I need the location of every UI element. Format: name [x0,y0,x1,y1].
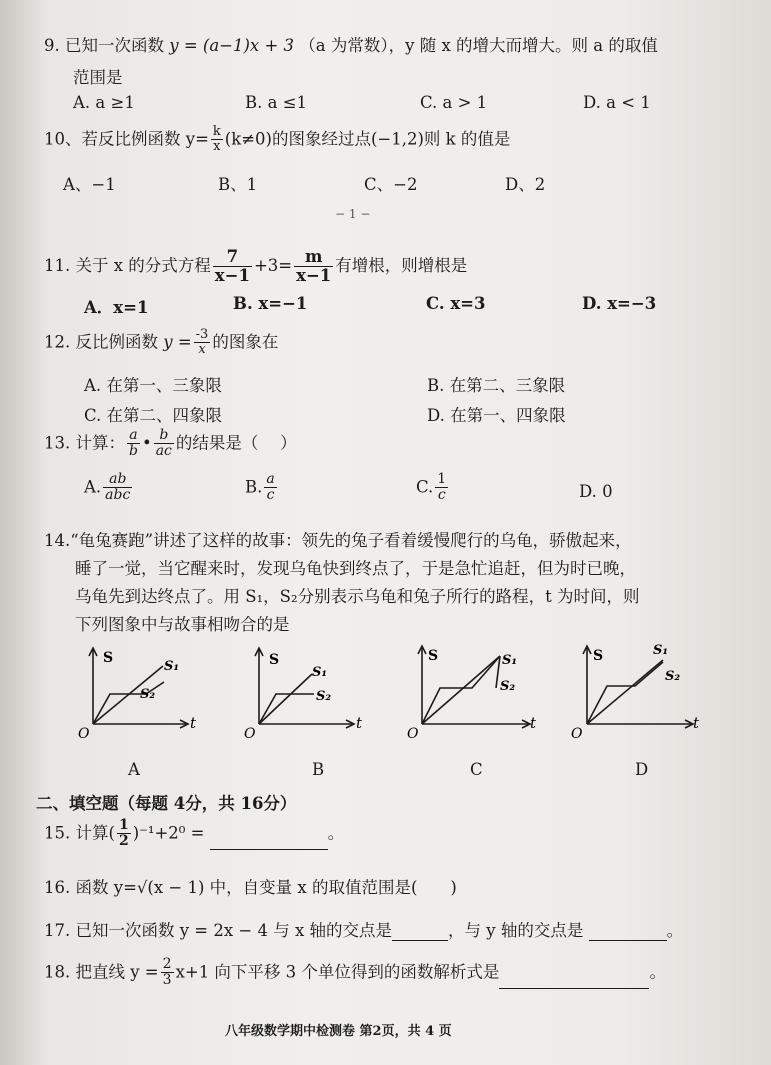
q13-frac1-den: b [129,443,138,460]
q12-y: y = [163,332,192,352]
q18-text-b: x+1 向下平移 3 个单位得到的函数解析式是 [175,962,500,982]
q10-frac-num: k [212,124,221,139]
q11-frac1-num: 7 [213,248,252,267]
q18-fraction [161,957,174,989]
graph-a-caption: A [128,760,140,779]
q15-number: 15. [44,823,71,843]
q18-line [44,957,666,989]
q9-line1 [44,32,658,56]
q12-option-a: A. 在第一、三象限 [84,376,222,395]
q10-number: 10、 [44,129,82,149]
q14-number: 14. [44,531,71,550]
q11-option-b: B. x=−1 [233,294,308,313]
q10-option-d: D、2 [505,175,546,194]
q12-number: 12. [44,332,71,352]
graph-d-o-label: O [571,726,583,740]
q18-text-a: 把直线 y = [75,962,159,982]
q12-option-b: B. 在第二、三象限 [427,376,566,395]
graph-b-o-label: O [244,726,256,742]
q10-fraction [211,125,223,155]
q13-optB-den: c [266,487,275,504]
q10-option-b: B、1 [218,175,258,194]
q10-option-c: C、−2 [364,175,418,194]
graph-b [234,642,364,742]
graph-c-caption: C [470,760,483,779]
q13-fraction-1 [127,428,140,460]
section-2-heading: 二、填空题（每题 4分，共 16分） [36,794,297,813]
q13-option-d: D. 0 [579,482,613,501]
graph-b-s-label: S [269,652,280,668]
q15-answer-blank[interactable] [210,833,328,850]
q15-frac-num: 1 [118,817,129,833]
q13-optC-label: C. [416,477,434,497]
graph-c-s1-label: S₁ [502,653,518,668]
graph-a-s2-label: S₂ [140,687,156,702]
q17-text-a: 已知一次函数 y = 2x − 4 与 x 轴的交点是 [75,921,393,940]
q17-answer-blank-2[interactable] [589,924,667,941]
q13-number: 13. [44,433,71,453]
graph-d-s1-line [587,660,663,724]
q14-text-1: “龟兔赛跑”讲述了这样的故事：领先的兔子看着缓慢爬行的乌龟，骄傲起来， [70,531,632,550]
graph-c-s2-label: S₂ [500,679,516,694]
page-marker: − 1 − [335,207,371,221]
q13-optA-num: ab [103,472,132,488]
q16-line [44,874,457,898]
q10-text-b: (k≠0)的图象经过点(−1,2)则 k 的值是 [224,129,511,149]
q17-answer-blank-1[interactable] [392,924,448,941]
q13-optA-den: abc [105,487,131,504]
q12-fraction [194,328,211,358]
q11-fraction-2 [294,248,333,285]
q10-text-a: 若反比例函数 y= [81,129,209,149]
q13-optA-fraction [103,472,132,504]
graph-b-s1-label: S₁ [312,665,328,680]
q15-end: 。 [327,823,345,843]
q15-fraction [117,818,131,850]
q15-line [44,818,344,850]
q11-number: 11. [44,256,71,276]
q17-number: 17. [44,921,71,940]
q13-text-b: 的结果是（ ） [175,433,297,453]
q18-number: 18. [44,962,71,982]
q9-option-a: A. a ≥1 [73,93,135,112]
q11-line [44,248,467,285]
graph-c-s-label: S [428,648,439,664]
q11-plus: +3= [253,256,293,276]
q9-text: 已知一次函数 [65,36,164,55]
q12-option-c: C. 在第二、四象限 [84,406,223,425]
graph-a-t-label: t [190,714,197,732]
q13-optC-den: c [437,487,446,504]
q11-frac2-den: x−1 [296,266,332,286]
graph-a-s1-label: S₁ [164,659,180,674]
q13-optC-fraction [435,472,448,504]
graph-c-t-label: t [530,714,537,732]
q11-option-a: A．x=1 [84,298,149,317]
graph-b-s2-label: S₂ [316,689,332,704]
q9-equation: y = (a−1)x + 3 [169,36,295,55]
q11-text-a: 关于 x 的分式方程 [75,256,211,276]
graph-c-o-label: O [407,726,419,740]
q11-fraction-1 [213,248,252,285]
q11-text-b: 有增根，则增根是 [335,256,468,276]
q17-text-b: ，与 y 轴的交点是 [448,921,584,940]
q14-line1 [44,527,632,551]
q14-line4: 下列图象中与故事相吻合的是 [75,615,290,634]
q14-line2: 睡了一觉，当它醒来时，发现乌龟快到终点了，于是急忙追赶，但为时已晚， [75,559,636,578]
graph-d [565,640,705,740]
graph-d-s-label: S [593,648,604,664]
q13-option-c [416,472,450,504]
q11-frac2-num: m [294,248,333,267]
q12-frac-den: x [198,342,206,358]
q10-frac-den: x [213,139,221,155]
graph-d-s2-label: S₂ [665,669,681,684]
q18-end: 。 [649,962,666,982]
q15-text-a: 计算( [75,823,115,843]
graph-d-s1-label: S₁ [653,643,669,658]
q18-frac-den: 3 [162,972,172,989]
q13-frac2-den: ac [155,443,172,460]
q12-text-b: 的图象在 [212,332,279,352]
q13-dot: • [141,433,152,453]
q13-optB-fraction [264,472,276,504]
q18-answer-blank[interactable] [499,972,649,989]
q9-option-c: C. a > 1 [420,93,488,112]
q13-optB-label: B. [245,477,263,497]
graph-b-caption: B [312,760,325,779]
q9-option-b: B. a ≤1 [245,93,308,112]
graph-c [402,640,542,740]
page-footer: 八年级数学期中检测卷 第2页，共 4 页 [225,1024,452,1039]
q13-optB-num: a [266,471,275,487]
q13-fraction-2 [154,428,174,460]
q9-number: 9. [44,36,60,55]
q11-option-c: C. x=3 [426,294,486,313]
q17-end: 。 [666,921,684,940]
q13-text-a: 计算： [75,433,125,453]
q13-frac1-num: a [127,428,140,444]
q15-text-b: )⁻¹+2⁰ = [132,823,205,843]
q11-frac1-den: x−1 [214,266,250,286]
q10-line [44,125,510,155]
graph-b-s1-line [259,674,312,724]
q12-frac-num: -3 [195,327,209,342]
q9-paren: （a 为常数），y 随 x 的增大而增大。则 a 的取值 [299,36,658,55]
q10-option-a: A、−1 [63,175,116,194]
q16-number: 16. [44,878,71,897]
q17-line [44,917,683,941]
q13-frac2-num: b [154,428,174,444]
q15-frac-den: 2 [118,833,129,850]
q9-option-d: D. a < 1 [583,93,651,112]
q13-line [44,428,297,460]
q13-optA-label: A. [84,477,102,497]
graph-b-t-label: t [356,714,363,732]
graph-c-s1-line [422,656,500,724]
q11-option-d: D. x=−3 [582,294,657,313]
q16-text: 函数 y=√(x − 1) 中，自变量 x 的取值范围是( ) [75,878,457,897]
q18-frac-num: 2 [162,956,172,972]
q13-option-a [84,472,134,504]
q12-option-d: D. 在第一、四象限 [427,406,566,425]
q14-line3: 乌龟先到达终点了。用 S₁，S₂分别表示乌龟和兔子所行的路程，t 为时间，则 [75,587,640,606]
graph-a-o-label: O [78,726,90,742]
graph-a [68,642,198,742]
graph-d-caption: D [635,760,649,779]
q12-line [44,328,278,358]
q13-optC-num: 1 [437,471,447,487]
graph-d-t-label: t [693,714,700,732]
q9-line2: 范围是 [73,68,123,87]
graph-a-s-label: S [103,650,114,666]
q13-option-b [245,472,279,504]
q12-text-a: 反比例函数 [75,332,158,352]
